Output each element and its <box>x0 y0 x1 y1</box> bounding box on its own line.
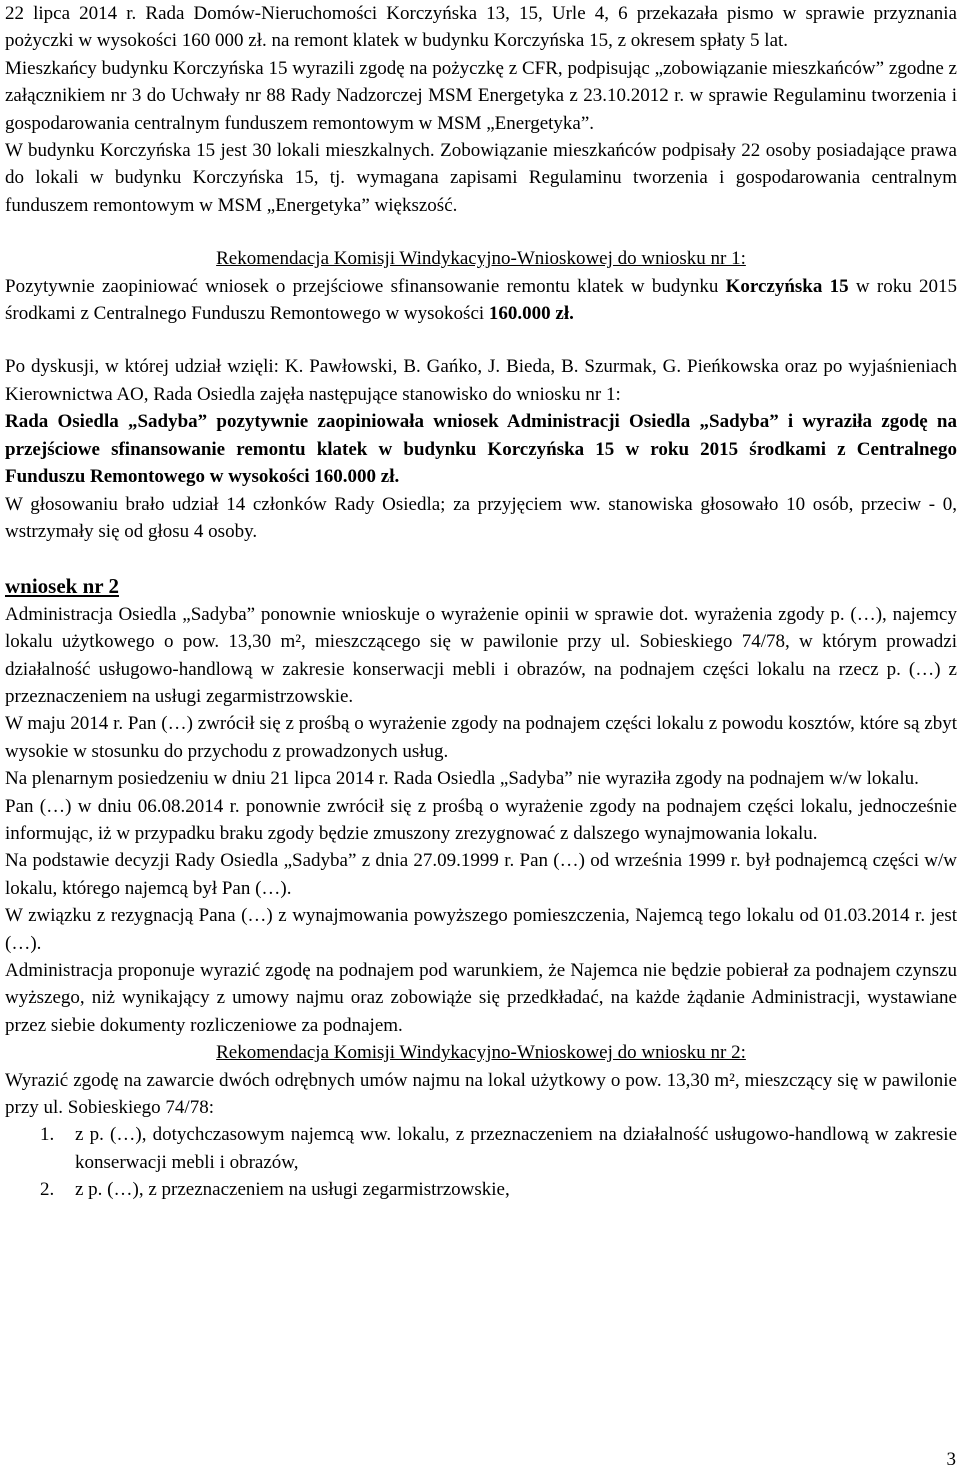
paragraph-zgoda-mieszkancow: Mieszkańcy budynku Korczyńska 15 wyrazili zgodę na pożyczkę z CFR, podpisując „zobowiązanie mieszkańców” zgodne z załącznikiem nr 3 do Uchwały nr 88 Rady Nadzorczej MSM Energetyka z 23.10.2012 r. w sprawie Regulaminu tworzenia i gospodarowania centralnym funduszem remontowym w MSM „Energetyka”. <box>5 57 957 134</box>
paragraph-lokale: W budynku Korczyńska 15 jest 30 lokali mieszkalnych. Zobowiązanie mieszkańców podpisały 22 osoby posiadające prawa do lokali w budynku Korczyńska 15, tj. wymagana zapisami Regulaminu tworzenia i gospodarowania centralnym funduszem remontowym w MSM „Energetyka” większość. <box>5 140 957 216</box>
w2-paragraph-5: Na podstawie decyzji Rady Osiedla „Sadyba” z dnia 27.09.1999 r. Pan (…) od września 1999 r. był podnajemcą części w/w lokalu, którego najemcą był Pan (…). <box>5 850 957 899</box>
rec1-part-a: Pozytywnie zaopiniować wniosek o przejściowe sfinansowanie remontu klatek w budynku <box>5 275 726 297</box>
list-item-number: 2. <box>40 1179 55 1201</box>
list-item-text: z p. (…), z przeznaczeniem na usługi zegarmistrzowskie, <box>75 1179 510 1201</box>
recommendation-2-heading: Rekomendacja Komisji Windykacyjno-Wnioskowej do wniosku nr 2: <box>216 1042 746 1064</box>
section-heading-wniosek-2: wniosek nr 2 <box>5 574 119 599</box>
list-item <box>5 1176 957 1203</box>
list-item-text: z p. (…), dotychczasowym najemcą ww. lokalu, z przeznaczeniem na działalność usługowo-handlową w zakresie konserwacji mebli i obrazów, <box>75 1124 957 1173</box>
page-content <box>5 0 957 1204</box>
w2-paragraph-3: Na plenarnym posiedzeniu w dniu 21 lipca 2014 r. Rada Osiedla „Sadyba” nie wyraziła zgody na podnajem w/w lokalu. <box>5 768 919 790</box>
w2-paragraph-7: Administracja proponuje wyrazić zgodę na podnajem pod warunkiem, że Najemca nie będzie pobierał za podnajem czynszu wyższego, niż wynikający z umowy najmu oraz zobowiąże się przedkładać, na każde żądanie Administracji, wystawiane przez siebie dokumenty rozliczeniowe za podnajem. <box>5 960 957 1036</box>
page-number: 3 <box>946 1449 956 1470</box>
vote-1: W głosowaniu brało udział 14 członków Rady Osiedla; za przyjęciem ww. stanowiska głosowało 10 osób, przeciw - 0, wstrzymały się od głosu 4 osoby. <box>5 493 957 542</box>
rec1-amount: 160.000 zł. <box>488 303 574 325</box>
decision-1: Rada Osiedla „Sadyba” pozytywnie zaopiniowała wniosek Administracji Osiedla „Sadyba” i wyraziła zgodę na przejściowe sfinansowanie remontu klatek w budynku Korczyńska 15 w roku 2015 środkami z Centralnego Funduszu Remontowego w wysokości 160.000 zł. <box>5 411 957 488</box>
w2-paragraph-4: Pan (…) w dniu 06.08.2014 r. ponownie zwrócił się z prośbą o wyrażenie zgody na podnajem części lokalu, jednocześnie informując, iż w przypadku braku zgody będzie zmuszony zrezygnować z dalszego wynajmowania lokalu. <box>5 795 957 844</box>
recommendation-2-text: Wyrazić zgodę na zawarcie dwóch odrębnych umów najmu na lokal użytkowy o pow. 13,30 m², mieszczący się w pawilonie przy ul. Sobieskiego 74/78: <box>5 1069 957 1119</box>
list-item-number: 1. <box>40 1124 55 1146</box>
w2-paragraph-6: W związku z rezygnacją Pana (…) z wynajmowania powyższego pomieszczenia, Najemcą tego lokalu od 01.03.2014 r. jest (…). <box>5 905 957 954</box>
recommendation-2-list <box>5 1121 957 1203</box>
rec1-building: Korczyńska 15 <box>725 275 849 297</box>
w2-paragraph-2: W maju 2014 r. Pan (…) zwrócił się z prośbą o wyrażenie zgody na podnajem części lokalu z powodu kosztów, które są zbyt wysokie w stosunku do przychodu z prowadzonych usług. <box>5 713 957 762</box>
paragraph-dyskusja: Po dyskusji, w której udział wzięli: K. Pawłowski, B. Gańko, J. Bieda, B. Szurmak, G. Pieńkowska oraz po wyjaśnieniach Kierownictwa AO, Rada Osiedla zajęła następujące stanowisko do wniosku nr 1: <box>5 356 957 405</box>
w2-paragraph-1: Administracja Osiedla „Sadyba” ponownie wnioskuje o wyrażenie opinii w sprawie dot. wyrażenia zgody p. (…), najemcy lokalu użytkowego o pow. 13,30 m², mieszczącego się w pawilonie przy ul. Sobieskiego 74/78, w którym prowadzi działalność usługowo-handlową w zakresie konserwacji mebli i obrazów, na podnajem części lokalu na rzecz p. (…) z przeznaczeniem na usługi zegarmistrzowskie. <box>5 603 957 707</box>
recommendation-1-heading: Rekomendacja Komisji Windykacyjno-Wnioskowej do wniosku nr 1: <box>216 248 746 270</box>
recommendation-1-text <box>5 273 957 328</box>
list-item <box>5 1121 957 1176</box>
paragraph-pismo: 22 lipca 2014 r. Rada Domów-Nieruchomości Korczyńska 13, 15, Urle 4, 6 przekazała pismo w sprawie przyznania pożyczki w wysokości 160 000 zł. na remont klatek w budynku Korczyńska 15, z okresem spłaty 5 lat. <box>5 3 957 52</box>
rec1-part-c: w roku 2015 środkami z Centralnego Funduszu Remontowego w wysokości <box>5 275 957 325</box>
